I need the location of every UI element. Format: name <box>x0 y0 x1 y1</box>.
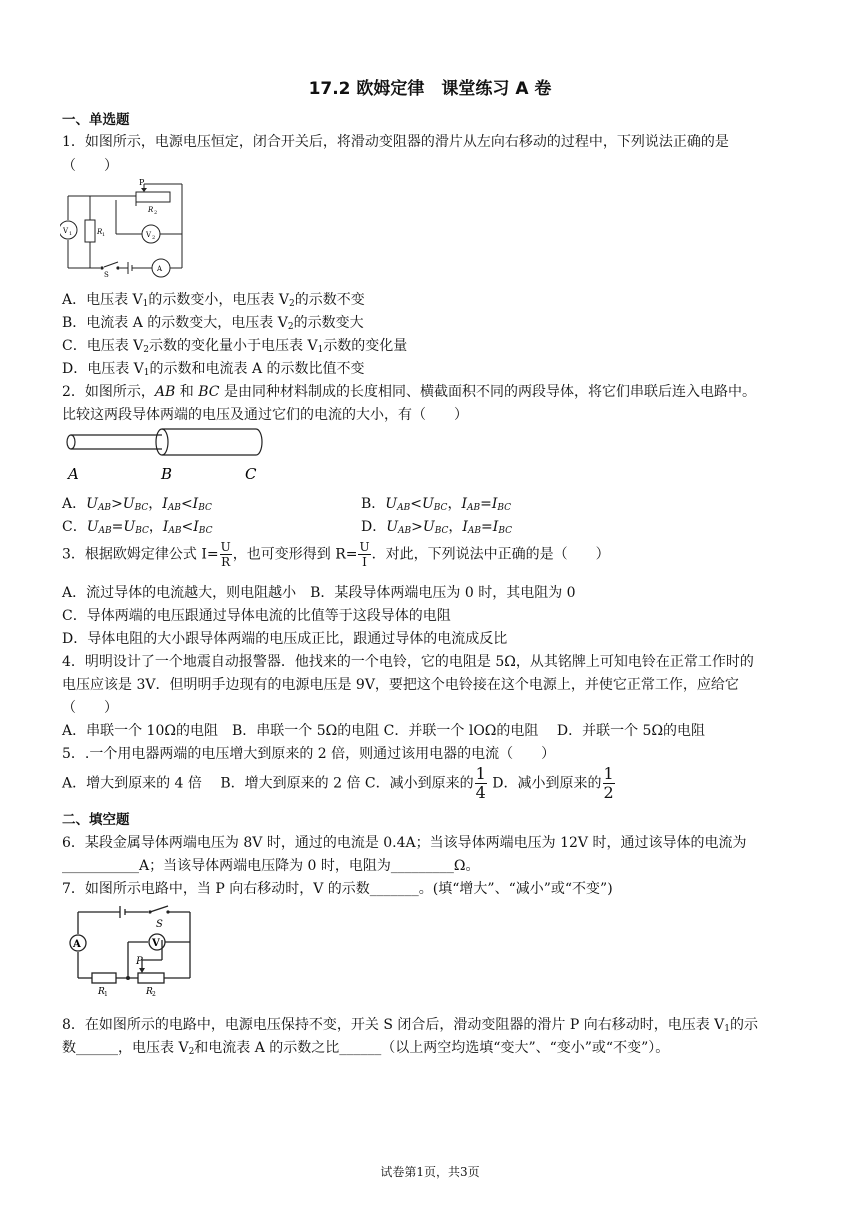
q3-formula-i-fraction: $\frac{U}{R}$ <box>220 540 231 569</box>
q1-circuit-diagram <box>60 176 190 278</box>
q4-options: A．串联一个 10Ω的电阻 B．串联一个 5Ω的电阻 C．并联一个 lOΩ的电阻 D．并联一个 5Ω的电阻 <box>62 723 706 739</box>
q2-stem-line1: 2．如图所示，AB 和 BC 是由同种材料制成的长度相同、横截面积不同的两段导体，将它们串联后连入电路中。 <box>62 384 756 400</box>
q5-stem: 5．.一个用电器两端的电压增大到原来的 2 倍，则通过该用电器的电流（ ） <box>62 746 556 762</box>
q1-fig-label-r1: R <box>97 228 103 236</box>
q1-fig-label-p: P <box>139 178 145 187</box>
q1-fig-label-r2: R <box>148 206 154 214</box>
q2-option-c: C．$U_{AB}=U_{BC}$，$I_{AB}<I_{BC}$ <box>62 519 213 536</box>
q7-fig-label-r1-sub: 1 <box>104 991 108 997</box>
q1-stem-line2: （ ） <box>62 158 118 174</box>
q1-fig-switch-s: S <box>104 271 109 278</box>
q4-stem-line1: 4．明明设计了一个地震自动报警器．他找来的一个电铃，它的电阻是 5Ω，从其铭牌上可知电铃在正常工作时的 <box>62 654 754 670</box>
q7-circuit-diagram <box>64 902 204 997</box>
q1-fig-voltmeter-v1-sub: 1 <box>69 231 73 237</box>
q1-fig-label-r1-sub: 1 <box>102 232 106 238</box>
q1-fig-voltmeter-v2: V <box>146 231 152 239</box>
q4-stem-line2: 电压应该是 3V．但明明手边现有的电源电压是 9V，要把这个电铃接在这个电源上，并使它正常工作，应给它 <box>62 677 739 693</box>
page-footer: 试卷第1页，共3页 <box>380 1165 480 1179</box>
section-fill-in-blank: 二、填空题 <box>62 812 130 828</box>
q2-option-d: D．$U_{AB}>U_{BC}$，$I_{AB}=I_{BC}$ <box>361 519 512 536</box>
q7-stem: 7．如图所示电路中，当 P 向右移动时，V 的示数_______。(填“增大”、“减小”或“不变”) <box>62 881 613 897</box>
q2-option-b: B．$U_{AB}<U_{BC}$，$I_{AB}=I_{BC}$ <box>361 496 512 513</box>
section-single-choice: 一、单选题 <box>62 112 130 128</box>
q1-option-c: C．电压表 $V_2$示数的变化量小于电压表 $V_1$示数的变化量 <box>62 338 408 355</box>
q3-options-ab: A．流过导体的电流越大，则电阻越小 B．某段导体两端电压为 0 时，其电阻为 0 <box>62 585 576 601</box>
q7-fig-label-r1: R <box>98 987 105 997</box>
q1-fig-voltmeter-v1: V <box>63 227 69 235</box>
q1-fig-voltmeter-v2-sub: 2 <box>152 235 156 241</box>
q4-stem-line3: （ ） <box>62 700 118 716</box>
q2-fig-label-c: C <box>245 465 257 483</box>
q5-fraction-one-half: $\frac{1}{2}$ <box>603 764 614 802</box>
q7-fig-label-r2: R <box>146 987 153 997</box>
q1-fig-ammeter-a: A <box>157 265 163 273</box>
q7-fig-slider-p: P <box>136 956 143 967</box>
q2-fig-label-a: A <box>68 465 79 483</box>
q1-fig-label-r2-sub: 2 <box>154 210 158 216</box>
q3-option-d: D．导体电阻的大小跟导体两端的电压成正比，跟通过导体的电流成反比 <box>62 631 508 647</box>
q5-fraction-one-fourth: $\frac{1}{4}$ <box>475 764 486 802</box>
q3-formula-r-fraction: $\frac{U}{I}$ <box>359 540 370 569</box>
q2-stem-line2: 比较这两段导体两端的电压及通过它们的电流的大小，有（ ） <box>62 407 468 423</box>
q2-option-a: A．$U_{AB}>U_{BC}$，$I_{AB}<I_{BC}$ <box>62 496 212 513</box>
q1-option-d: D．电压表 $V_1$的示数和电流表 A 的示数比值不变 <box>62 361 365 378</box>
q5-options: A．增大到原来的 4 倍 B．增大到原来的 2 倍 C．减小到原来的 $\frac{1}{4}$ D．减小到原来的 $\frac{1}{2}$ <box>62 764 614 802</box>
q1-option-a: A．电压表 $V_1$的示数变小，电压表 $V_2$的示数不变 <box>62 292 365 309</box>
q7-fig-ammeter-a: A <box>73 939 81 950</box>
page-title: 17.2 欧姆定律 课堂练习 A 卷 <box>308 79 552 99</box>
q2-conductor-diagram <box>60 426 270 484</box>
q1-stem-line1: 1．如图所示，电源电压恒定，闭合开关后，将滑动变阻器的滑片从左向右移动的过程中，下列说法正确的是 <box>62 134 729 150</box>
q6-stem-line1: 6．某段金属导体两端电压为 8V 时，通过的电流是 0.4A；当该导体两端电压为 12V 时，通过该导体的电流为 <box>62 835 747 851</box>
q8-stem-line2: 数______，电压表 $V_2$和电流表 A 的示数之比______（以上两空均选填“变大”、“变小”或“不变”）。 <box>62 1040 670 1057</box>
q7-fig-label-r2-sub: 2 <box>152 991 156 997</box>
q3-stem: 3．根据欧姆定律公式 I= $\frac{U}{R}$ ，也可变形得到 R= $\frac{U}{I}$ ．对此，下列说法中正确的是（ ） <box>62 540 610 569</box>
q3-option-c: C．导体两端的电压跟通过导体电流的比值等于这段导体的电阻 <box>62 608 451 624</box>
q8-stem-line1: 8．在如图所示的电路中，电源电压保持不变，开关 S 闭合后，滑动变阻器的滑片 P 向右移动时，电压表 $V_1$的示 <box>62 1017 759 1034</box>
q2-fig-label-b: B <box>161 465 173 483</box>
q1-option-b: B．电流表 A 的示数变大，电压表 $V_2$的示数变大 <box>62 315 364 332</box>
q7-fig-switch-s: S <box>156 919 163 930</box>
q6-stem-line2: ___________A；当该导体两端电压降为 0 时，电阻为_________Ω。 <box>62 858 480 874</box>
q7-fig-voltmeter-v: V <box>152 938 160 949</box>
